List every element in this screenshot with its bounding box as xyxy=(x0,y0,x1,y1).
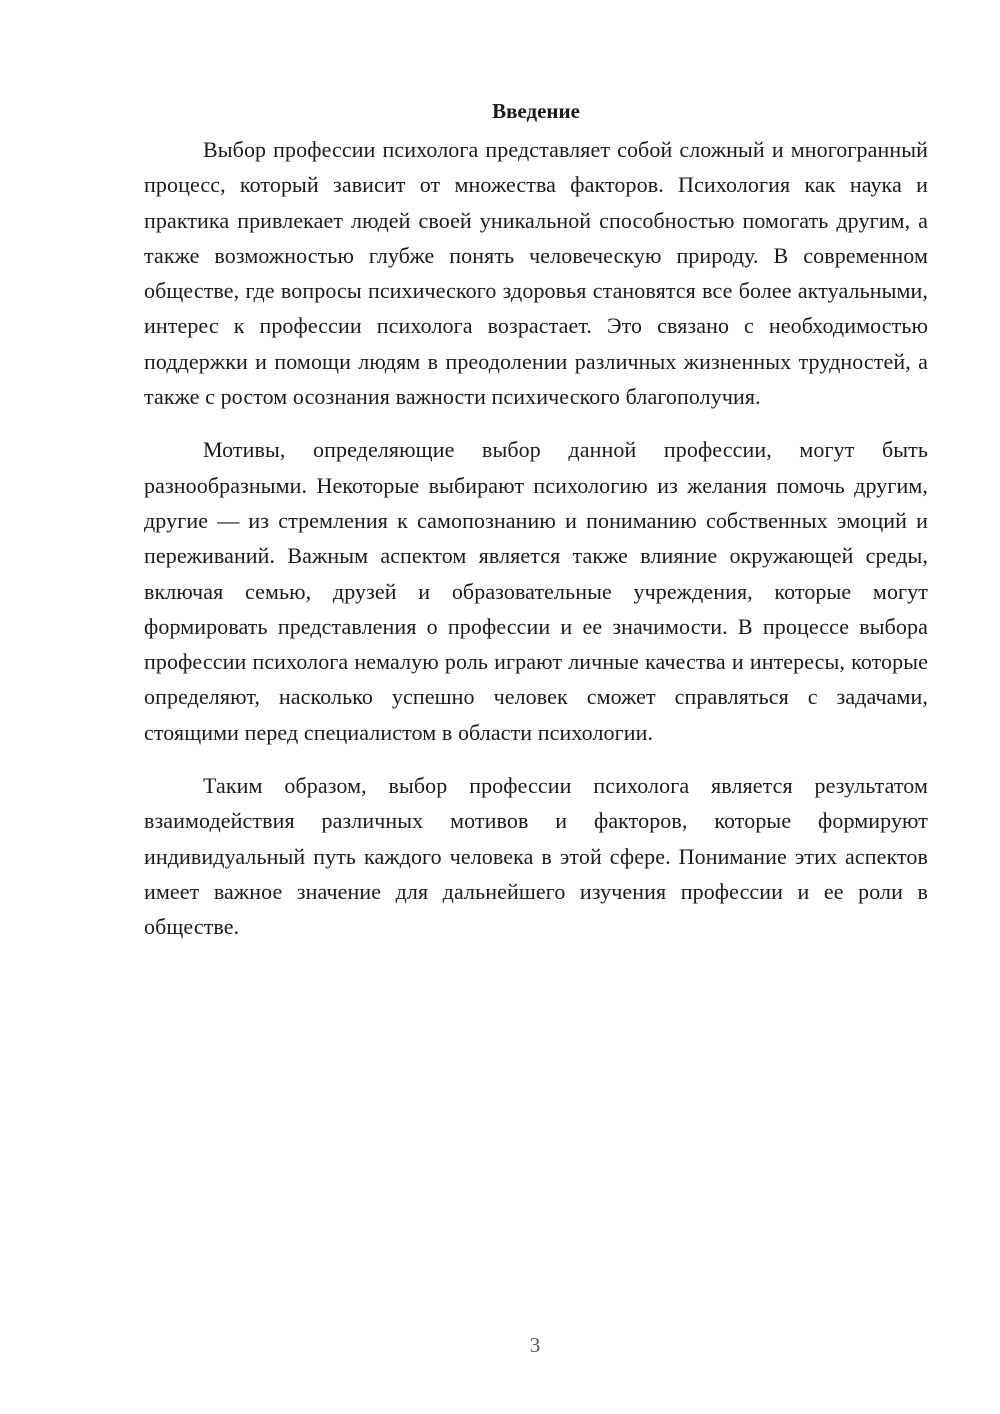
paragraph-3: Таким образом, выбор профессии психолога является результатом взаимодействия различных мотивов и факторов, которые формируют индивидуальный путь каждого человека в этой сфере. Понимание этих аспектов имеет важное значение для дальнейшего изучения профессии и ее роли в обществе. xyxy=(144,773,928,940)
paragraph-1: Выбор профессии психолога представляет собой сложный и многогранный процесс, который зависит от множества факторов. Психология как наука и практика привлекает людей своей уникальной способностью помогать другим, а также возможностью глубже понять человеческую природу. В современном обществе, где вопросы психического здоровья становятся все более актуальными, интерес к профессии психолога возрастает. Это связано с необходимостью поддержки и помощи людям в преодолении различных жизненных трудностей, а также с ростом осознания важности психического благополучия. xyxy=(144,137,928,410)
section-title: Введение xyxy=(492,99,580,123)
page-content xyxy=(144,96,928,963)
paragraph-2: Мотивы, определяющие выбор данной профессии, могут быть разнообразными. Некоторые выбирают психологию из желания помочь другим, другие — из стремления к самопознанию и пониманию собственных эмоций и переживаний. Важным аспектом является также влияние окружающей среды, включая семью, друзей и образовательные учреждения, которые могут формировать представления о профессии и ее значимости. В процессе выбора профессии психолога немалую роль играют личные качества и интересы, которые определяют, насколько успешно человек сможет справляться с задачами, стоящими перед специалистом в области психологии. xyxy=(144,437,928,745)
page-number: 3 xyxy=(529,1333,541,1357)
